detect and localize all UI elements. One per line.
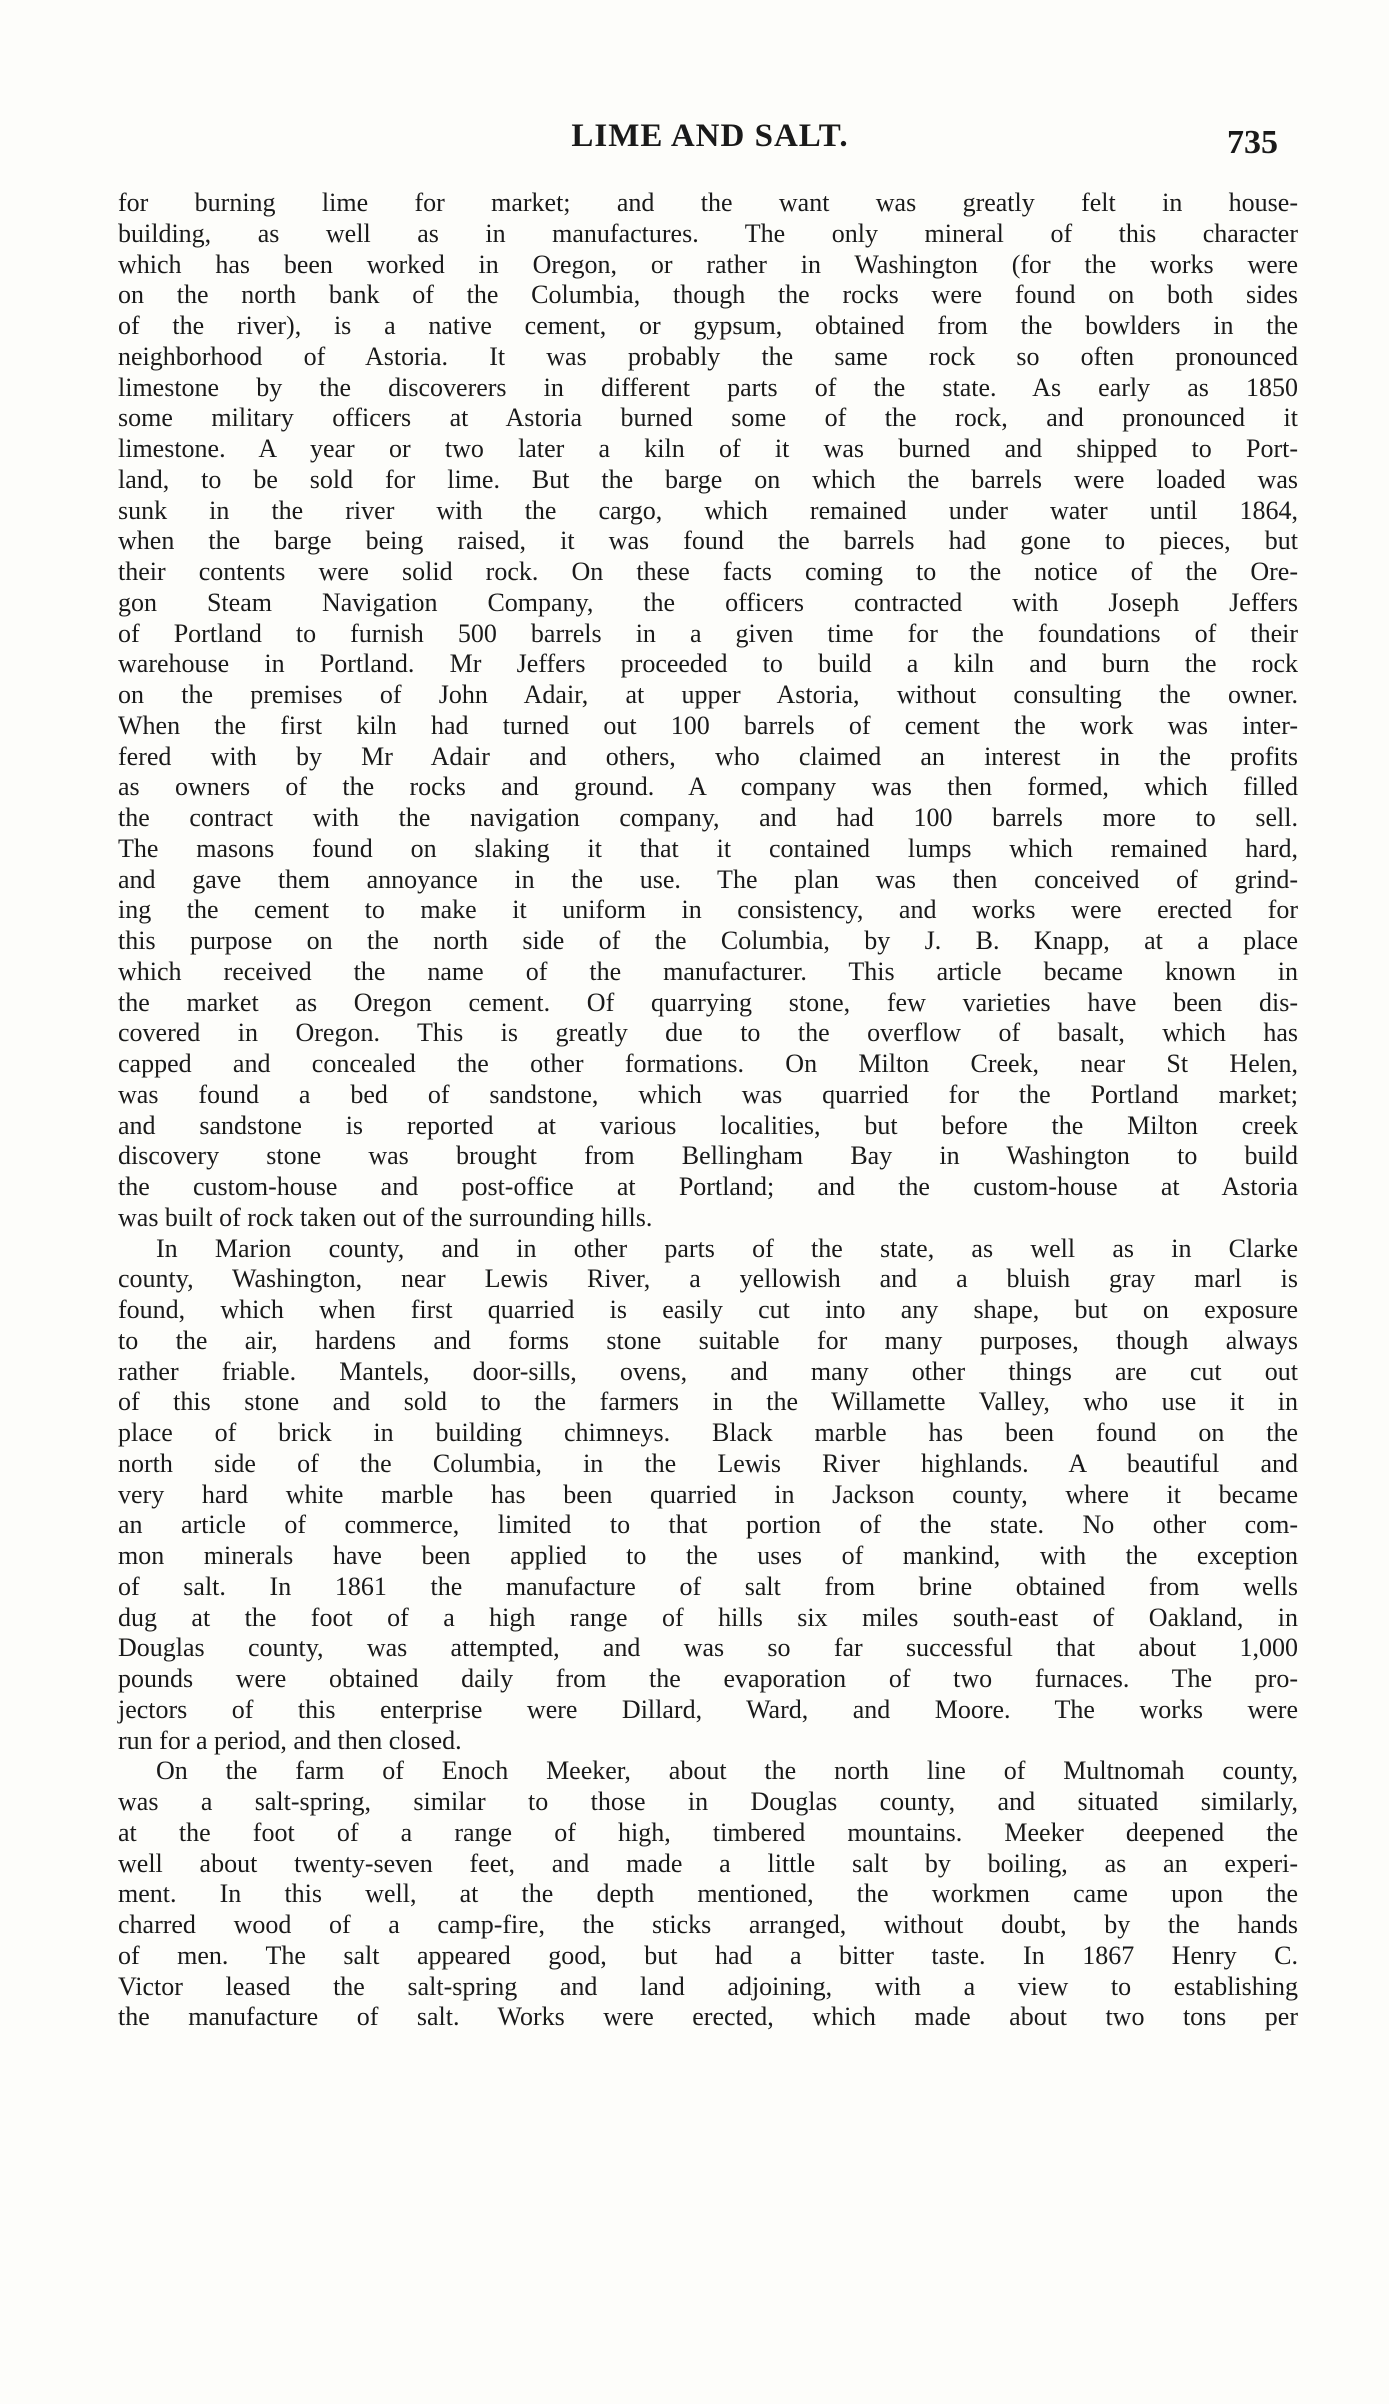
- text-line: fered with by Mr Adair and others, who claimed an interest in the profits: [118, 741, 1298, 771]
- text-line: Victor leased the salt-spring and land adjoining, with a view to establishing: [118, 1971, 1298, 2001]
- body-text: [118, 188, 1298, 2033]
- text-line: ing the cement to make it uniform in consistency, and works were erected for: [118, 895, 1298, 925]
- paragraph-start-line: On the farm of Enoch Meeker, about the north line of Multnomah county,: [156, 1756, 1298, 1786]
- text-line: The masons found on slaking it that it contained lumps which remained hard,: [118, 833, 1298, 863]
- text-line: limestone. A year or two later a kiln of it was burned and shipped to Port-: [118, 434, 1298, 463]
- text-line: place of brick in building chimneys. Black marble has been found on the: [118, 1418, 1298, 1447]
- text-line: jectors of this enterprise were Dillard, Ward, and Moore. The works were: [118, 1694, 1298, 1724]
- text-line: which received the name of the manufacturer. This article became known in: [118, 956, 1298, 986]
- text-line: which has been worked in Oregon, or rather in Washington (for the works were: [118, 249, 1298, 279]
- text-line: the custom-house and post-office at Portland; and the custom-house at Astoria: [118, 1172, 1298, 1201]
- text-line: ment. In this well, at the depth mentioned, the workmen came upon the: [118, 1879, 1298, 1909]
- text-line: of Portland to furnish 500 barrels in a given time for the foundations of their: [118, 618, 1298, 648]
- text-line: dug at the foot of a high range of hills six miles south-east of Oakland, in: [118, 1602, 1298, 1632]
- text-line: on the north bank of the Columbia, though the rocks were found on both sides: [118, 280, 1298, 310]
- text-line: limestone by the discoverers in different parts of the state. As early as 1850: [118, 372, 1298, 402]
- text-line: and sandstone is reported at various localities, but before the Milton creek: [118, 1110, 1298, 1140]
- text-line: covered in Oregon. This is greatly due to the overflow of basalt, which has: [118, 1018, 1298, 1048]
- running-title: LIME AND SALT.: [571, 118, 849, 154]
- text-line: county, Washington, near Lewis River, a yellowish and a bluish gray marl is: [118, 1264, 1298, 1294]
- text-line: pounds were obtained daily from the evaporation of two furnaces. The pro-: [118, 1664, 1298, 1693]
- text-line: and gave them annoyance in the use. The plan was then conceived of grind-: [118, 864, 1298, 894]
- text-line: neighborhood of Astoria. It was probably the same rock so often pronounced: [118, 341, 1298, 371]
- text-line: at the foot of a range of high, timbered mountains. Meeker deepened the: [118, 1817, 1298, 1847]
- text-line: the manufacture of salt. Works were erected, which made about two tons per: [118, 2002, 1298, 2032]
- text-line: land, to be sold for lime. But the barge on which the barrels were loaded was: [118, 464, 1298, 494]
- text-line: discovery stone was brought from Bellingham Bay in Washington to build: [118, 1141, 1298, 1171]
- paragraph-end-line: run for a period, and then closed.: [118, 1725, 462, 1755]
- text-line: very hard white marble has been quarried in Jackson county, where it became: [118, 1479, 1298, 1509]
- text-line: warehouse in Portland. Mr Jeffers proceeded to build a kiln and burn the rock: [118, 649, 1298, 679]
- paragraph-end-line: was built of rock taken out of the surrounding hills.: [118, 1202, 653, 1232]
- text-line: on the premises of John Adair, at upper Astoria, without consulting the owner.: [118, 680, 1298, 709]
- text-line: this purpose on the north side of the Columbia, by J. B. Knapp, at a place: [118, 926, 1298, 955]
- text-line: when the barge being raised, it was found the barrels had gone to pieces, but: [118, 526, 1298, 556]
- text-line: gon Steam Navigation Company, the officers contracted with Joseph Jeffers: [118, 587, 1298, 617]
- paragraph-start-line: In Marion county, and in other parts of the state, as well as in Clarke: [156, 1233, 1298, 1263]
- text-line: an article of commerce, limited to that portion of the state. No other com-: [118, 1510, 1298, 1540]
- running-head: [120, 118, 1300, 168]
- text-line: well about twenty-seven feet, and made a little salt by boiling, as an experi-: [118, 1848, 1298, 1878]
- text-line: Douglas county, was attempted, and was so far successful that about 1,000: [118, 1633, 1298, 1663]
- text-line: their contents were solid rock. On these facts coming to the notice of the Ore-: [118, 557, 1298, 586]
- text-line: capped and concealed the other formations. On Milton Creek, near St Helen,: [118, 1049, 1298, 1078]
- text-line: mon minerals have been applied to the uses of mankind, with the exception: [118, 1541, 1298, 1570]
- text-line: the market as Oregon cement. Of quarrying stone, few varieties have been dis-: [118, 987, 1298, 1017]
- text-line: was found a bed of sandstone, which was quarried for the Portland market;: [118, 1079, 1298, 1109]
- text-line: sunk in the river with the cargo, which remained under water until 1864,: [118, 495, 1298, 525]
- text-line: of the river), is a native cement, or gypsum, obtained from the bowlders in the: [118, 311, 1298, 340]
- text-line: found, which when first quarried is easily cut into any shape, but on exposure: [118, 1295, 1298, 1324]
- text-line: rather friable. Mantels, door-sills, ovens, and many other things are cut out: [118, 1356, 1298, 1386]
- text-line: the contract with the navigation company, and had 100 barrels more to sell.: [118, 803, 1298, 832]
- text-line: of this stone and sold to the farmers in the Willamette Valley, who use it in: [118, 1387, 1298, 1417]
- text-line: of men. The salt appeared good, but had a bitter taste. In 1867 Henry C.: [118, 1940, 1298, 1970]
- page-number: 735: [1227, 124, 1278, 161]
- text-line: building, as well as in manufactures. The only mineral of this character: [118, 218, 1298, 248]
- text-line: was a salt-spring, similar to those in Douglas county, and situated similarly,: [118, 1787, 1298, 1816]
- text-line: to the air, hardens and forms stone suitable for many purposes, though always: [118, 1325, 1298, 1355]
- text-line: of salt. In 1861 the manufacture of salt from brine obtained from wells: [118, 1571, 1298, 1601]
- text-line: as owners of the rocks and ground. A company was then formed, which filled: [118, 772, 1298, 802]
- text-line: for burning lime for market; and the want was greatly felt in house-: [118, 188, 1298, 217]
- text-line: When the first kiln had turned out 100 barrels of cement the work was inter-: [118, 710, 1298, 740]
- text-line: charred wood of a camp-fire, the sticks arranged, without doubt, by the hands: [118, 1910, 1298, 1939]
- text-line: some military officers at Astoria burned some of the rock, and pronounced it: [118, 403, 1298, 433]
- text-line: north side of the Columbia, in the Lewis River highlands. A beautiful and: [118, 1448, 1298, 1478]
